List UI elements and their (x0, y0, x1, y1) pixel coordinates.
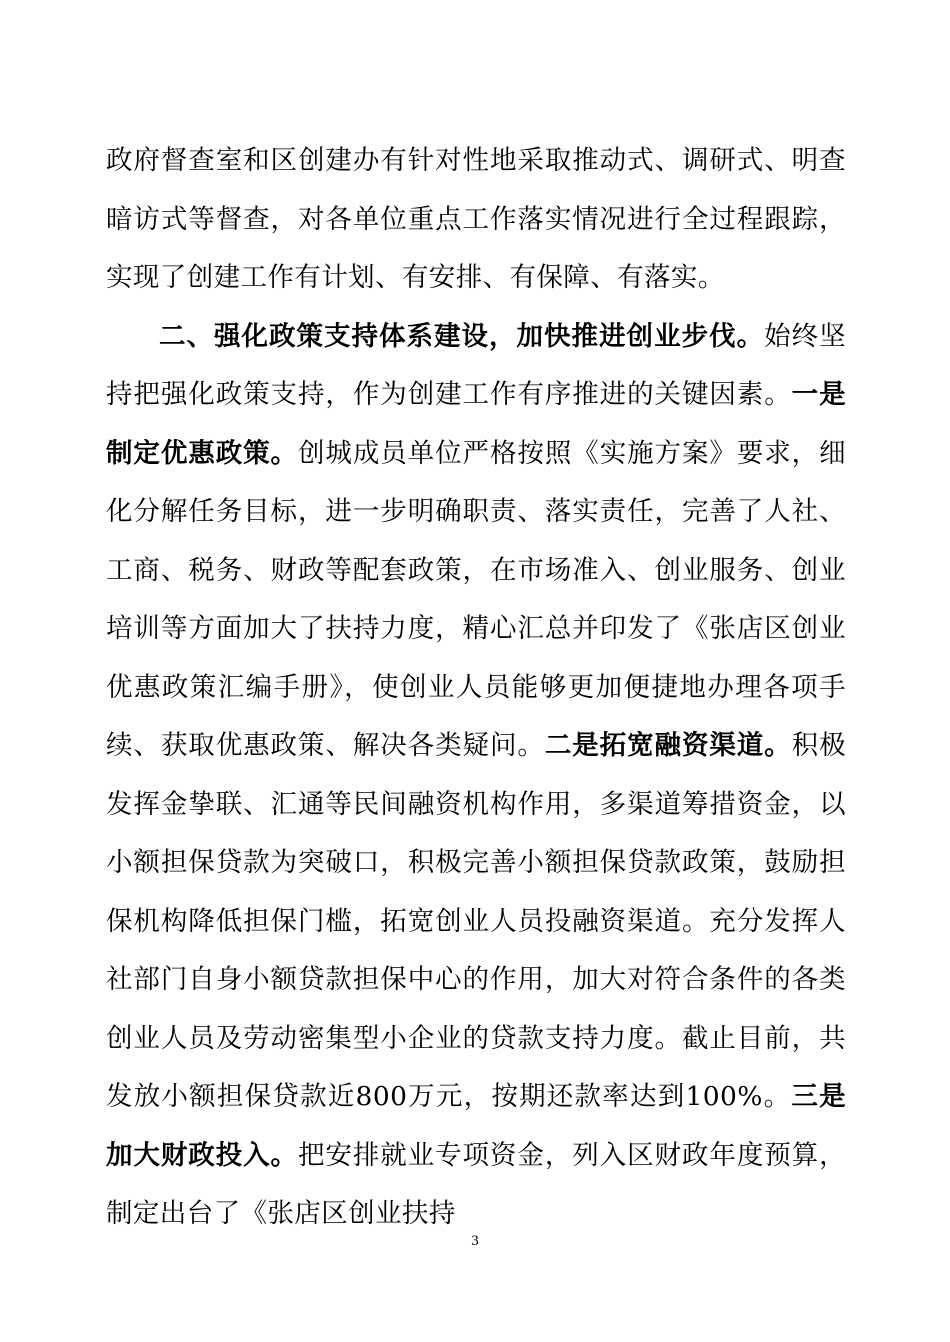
text-run: 始终坚持把强化政策支持，作为创建工作有序推进的关键因素。 (106, 320, 846, 410)
text-run: 创城成员单位严格按照《实施方案》要求，细化分解任务目标，进一步明确职责、落实责任，完善了人社、工商、税务、财政等配套政策，在市场准入、创业服务、创业培训等方面加大了扶持力度，精心汇总并印发了《张店区创业优惠政策汇编手册》，使创业人员能够更加便捷地办理各项手续、获取优惠政策、解决各类疑问。 (106, 437, 847, 761)
body-text (106, 132, 846, 1244)
page-number: 3 (471, 1233, 479, 1249)
item-heading-two: 二是拓宽融资渠道。 (544, 730, 792, 761)
text-run: 把安排就业专项资金，列入区财政年度预算，制定出台了《张店区创业扶持 (106, 1139, 847, 1229)
section-heading: 二、强化政策支持体系建设，加快推进创业步伐。 (159, 320, 765, 352)
text-run: 政府督查室和区创建办有针对性地采取推动式、调研式、明查暗访式等督查，对各单位重点工作落实情况进行全过程跟踪，实现了创建工作有计划、有安排、有保障、有落实。 (106, 145, 846, 293)
item-heading-three: 三是加大财政投入。 (106, 1081, 846, 1171)
item-heading-one: 一是制定优惠政策。 (106, 379, 846, 469)
paragraph-p2 (106, 308, 846, 1244)
paragraph-p1 (106, 132, 846, 308)
text-run: 积极发挥金挚联、汇通等民间融资机构作用，多渠道筹措资金，以小额担保贷款为突破口，积极完善小额担保贷款政策，鼓励担保机构降低担保门槛，拓宽创业人员投融资渠道。充分发挥人社部门自身小额贷款担保中心的作用，加大对符合条件的各类创业人员及劳动密集型小企业的贷款支持力度。截止目前，共发放小额担保贷款近800万元，按期还款率达到100%。 (106, 730, 846, 1112)
